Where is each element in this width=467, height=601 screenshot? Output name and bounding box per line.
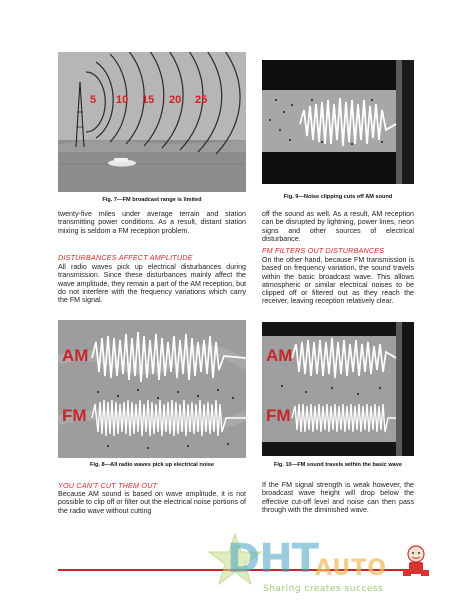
left-paragraph-2: All radio waves pick up electrical disturbances during transmission. Since these disturbances mainly affect the wave amplitude, they remain a part of the AM reception, but do not interfere with the frequency variations which carry the FM signal. [58,263,246,305]
figure-8-fm-label: FM [62,406,87,425]
right-paragraph-1: off the sound as well. As a result, AM reception can be disrupted by lightning, power lines, neon signs and other sources of electrical disturbance. [262,210,414,243]
figure-8-electrical-noise [58,320,246,458]
figure-10-am-label: AM [266,346,293,365]
figure-10-fm-label: FM [266,406,291,425]
noise-clipping-illustration [262,60,414,184]
heading-fm-filters-out-disturbances: FM FILTERS OUT DISTURBANCES [262,246,385,255]
watermark-brand-left: DHT [227,536,318,582]
broadcast-range-illustration [58,52,246,192]
figure-8-am-label: AM [62,346,89,365]
left-paragraph-1: twenty-five miles under average terrain and station transmitting power conditions. As a result, distant station mixing is seldom a FM reception problem. [58,210,246,235]
figure-8-caption: Fig. 8—All radio waves pick up electrical noise [89,462,215,468]
mascot-icon [401,544,431,582]
figure-10-fm-within-wave [262,322,414,456]
range-label-5: 5 [90,94,97,106]
figure-10-caption: Fig. 10—FM sound travels within the basic wave [273,462,403,468]
right-paragraph-2: On the other hand, because FM transmission is based on frequency variation, the sound travels within the basic broadcast wave. This allows atmospheric or similar electrical noises to be clipped off or filtered out as they reach the receiver, leaving reception relatively clear. [262,256,414,306]
figure-7-broadcast-range [58,52,246,192]
range-label-25: 25 [195,94,208,106]
watermark-brand-right: AUTO [315,556,387,581]
figure-9-caption: Fig. 9—Noise clipping cuts off AM sound [283,194,393,200]
range-label-20: 20 [169,94,182,106]
figure-7-caption: Fig. 7—FM broadcast range is limited [102,197,202,203]
fm-within-wave-illustration [262,322,414,456]
right-paragraph-3: If the FM signal strength is weak however, the broadcast wave height will drop below the effective cut-off level and noise can then pass through with the diminished wave. [262,481,414,514]
electrical-noise-illustration [58,320,246,458]
watermark-logo [205,528,445,598]
range-label-10: 10 [116,94,129,106]
watermark-tagline: Sharing creates success [263,584,384,594]
left-paragraph-3: Because AM sound is based on wave amplitude, it is not possible to clip off or filter out the electrical noise portions of the radio wave without cutting [58,490,246,515]
range-label-15: 15 [142,94,155,106]
heading-you-cant-cut-them-out: YOU CAN'T CUT THEM OUT [58,481,158,490]
heading-disturbances-affect-amplitude: DISTURBANCES AFFECT AMPLITUDE [58,253,193,262]
figure-9-noise-clipping [262,60,414,184]
